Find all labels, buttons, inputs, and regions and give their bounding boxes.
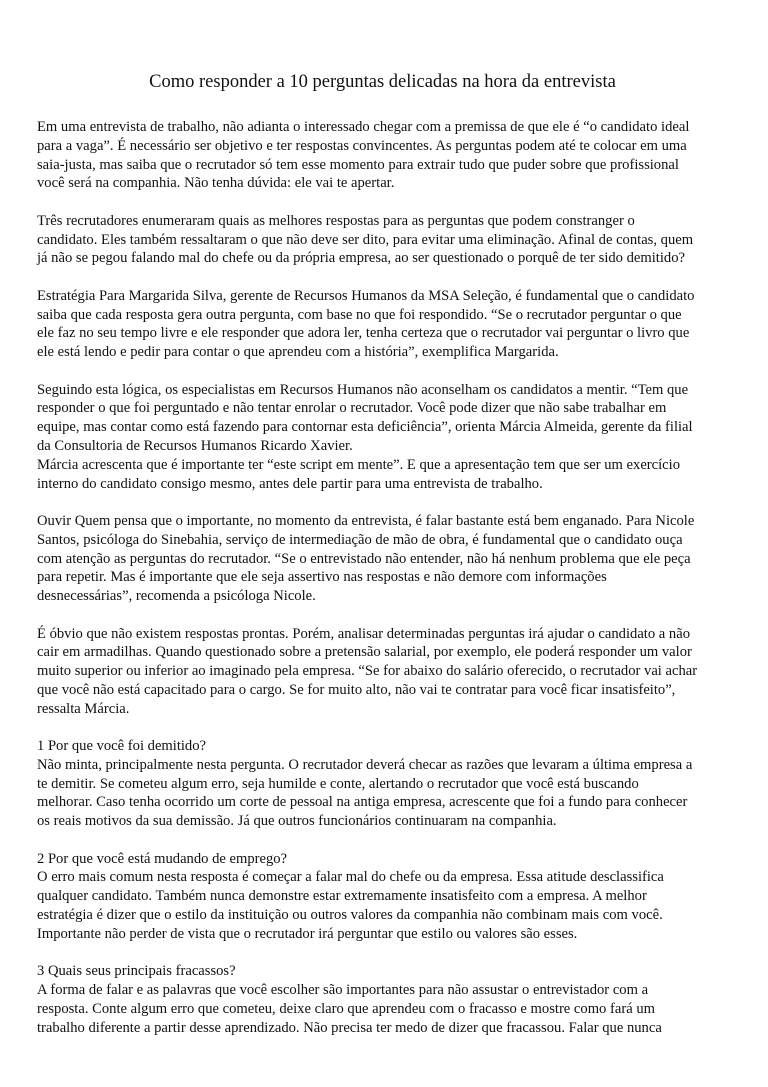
paragraph-line: saia-justa, mas saiba que o recrutador só tem esse momento para extrair tudo que puder sobre que profissional: [37, 156, 679, 173]
paragraph-line: da Consultoria de Recursos Humanos Ricardo Xavier.: [37, 437, 353, 454]
paragraph-line: É óbvio que não existem respostas prontas. Porém, analisar determinadas perguntas irá ajudar o candidato a não: [37, 625, 691, 642]
paragraph: [37, 381, 738, 494]
paragraph: [37, 737, 738, 831]
paragraph-line: trabalho diferente a partir desse aprendizado. Não precisa ter medo de dizer que fracassou. Falar que nunca: [37, 1019, 662, 1036]
paragraph-line: estratégia é dizer que o estilo da instituição ou outros valores da companhia não combinam mais com você.: [37, 907, 663, 924]
paragraph: [37, 212, 738, 268]
paragraph-line: para repetir. Mas é importante que ele seja assertivo nas respostas e não demore com informações: [37, 569, 607, 586]
paragraph-line: ressalta Márcia.: [37, 700, 130, 717]
paragraph-line: Márcia acrescenta que é importante ter “este script em mente”. E que a apresentação tem que ser um exercício: [37, 456, 681, 473]
paragraph: [37, 962, 738, 1037]
paragraph-line: desnecessárias”, recomenda a psicóloga Nicole.: [37, 588, 316, 605]
document-title: Como responder a 10 perguntas delicadas na hora da entrevista: [149, 72, 616, 92]
paragraph-line: interno do candidato consigo mesmo, antes dele partir para uma entrevista de trabalho.: [37, 475, 543, 492]
paragraph-line: para a vaga”. É necessário ser objetivo e ter respostas convincentes. As perguntas podem até te colocar em uma: [37, 137, 687, 154]
paragraph-line: com atenção as perguntas do recrutador. “Se o entrevistado não entender, não há nenhum problema que ele peça: [37, 550, 691, 567]
paragraph-line: responder o que foi perguntado e não tentar enrolar o recrutador. Você pode dizer que não sabe trabalhar em: [37, 400, 667, 417]
paragraph-line: te demitir. Se cometeu algum erro, seja humilde e conte, alertando o recrutador que você está buscando: [37, 775, 639, 792]
paragraph-line: Em uma entrevista de trabalho, não adianta o interessado chegar com a premissa de que ele é “o candidato ideal: [37, 119, 690, 135]
document-body: [37, 118, 738, 1037]
paragraph-line: Santos, psicóloga do Sinebahia, serviço de intermediação de mão de obra, é fundamental que o candidato ouça: [37, 531, 683, 548]
paragraph-line: cair em armadilhas. Quando questionado sobre a pretensão salarial, por exemplo, ele poderá responder um valor: [37, 644, 692, 661]
paragraph: [37, 512, 738, 606]
paragraph-line: Importante não perder de vista que o recrutador irá perguntar que estilo ou valores são esses.: [37, 925, 578, 942]
paragraph-line: que você não está capacitado para o cargo. Se for muito alto, não vai te contratar para você ficar insatisfeito”,: [37, 681, 676, 698]
paragraph-line: ele está lendo e pedir para contar o que aprendeu com a história”, exemplifica Margarida.: [37, 344, 559, 361]
paragraph-line: já não se pegou falando mal do chefe ou da própria empresa, ao ser questionado o porquê de ter sido demitido?: [37, 250, 685, 267]
paragraph-line: os reais motivos da sua demissão. Já que outros funcionários continuaram na companhia.: [37, 813, 557, 830]
paragraph-line: Três recrutadores enumeraram quais as melhores respostas para as perguntas que podem constranger o: [37, 212, 635, 229]
paragraph-line: saiba que cada resposta gera outra pergunta, com base no que foi respondido. “Se o recrutador perguntar o que: [37, 306, 682, 323]
paragraph-line: muito superior ou inferior ao imaginado pela empresa. “Se for abaixo do salário oferecido, o recrutador vai achar: [37, 663, 698, 680]
paragraph: [37, 118, 738, 193]
paragraph: [37, 625, 738, 719]
paragraph: [37, 287, 738, 362]
paragraph-line: Estratégia Para Margarida Silva, gerente de Recursos Humanos da MSA Seleção, é fundamental que o candidato: [37, 287, 695, 304]
paragraph-line: Seguindo esta lógica, os especialistas em Recursos Humanos não aconselham os candidatos a mentir. “Tem que: [37, 381, 689, 398]
paragraph-line: você será na companhia. Não tenha dúvida: ele vai te apertar.: [37, 175, 395, 192]
paragraph-line: O erro mais comum nesta resposta é começar a falar mal do chefe ou da empresa. Essa atitude desclassifica: [37, 869, 664, 886]
paragraph-line: A forma de falar e as palavras que você escolher são importantes para não assustar o entrevistador com a: [37, 982, 649, 999]
paragraph-line: qualquer candidato. Também nunca demonstre estar extremamente insatisfeito com a empresa. A melhor: [37, 888, 647, 905]
paragraph-line: ele faz no seu tempo livre e ele responder que adora ler, tenha certeza que o recrutador vai perguntar o livro que: [37, 325, 690, 342]
paragraph-line: 1 Por que você foi demitido?: [37, 738, 207, 755]
paragraph-line: 2 Por que você está mudando de emprego?: [37, 850, 288, 867]
paragraph-line: resposta. Conte algum erro que cometeu, deixe claro que aprendeu com o fracasso e mostre como fará um: [37, 1000, 655, 1017]
paragraph-line: candidato. Eles também ressaltaram o que não deve ser dito, para evitar uma eliminação. Afinal de contas, quem: [37, 231, 694, 248]
paragraph-line: Não minta, principalmente nesta pergunta. O recrutador deverá checar as razões que levaram a última empresa a: [37, 756, 693, 773]
paragraph-line: Ouvir Quem pensa que o importante, no momento da entrevista, é falar bastante está bem enganado. Para Nicole: [37, 512, 695, 529]
paragraph-line: melhorar. Caso tenha ocorrido um corte de pessoal na antiga empresa, acrescente que foi a fundo para conhecer: [37, 794, 688, 811]
paragraph: [37, 850, 738, 944]
paragraph-line: equipe, mas contar como está fazendo para contornar esta deficiência”, orienta Márcia Almeida, gerente da filial: [37, 419, 693, 436]
paragraph-line: 3 Quais seus principais fracassos?: [37, 963, 236, 980]
